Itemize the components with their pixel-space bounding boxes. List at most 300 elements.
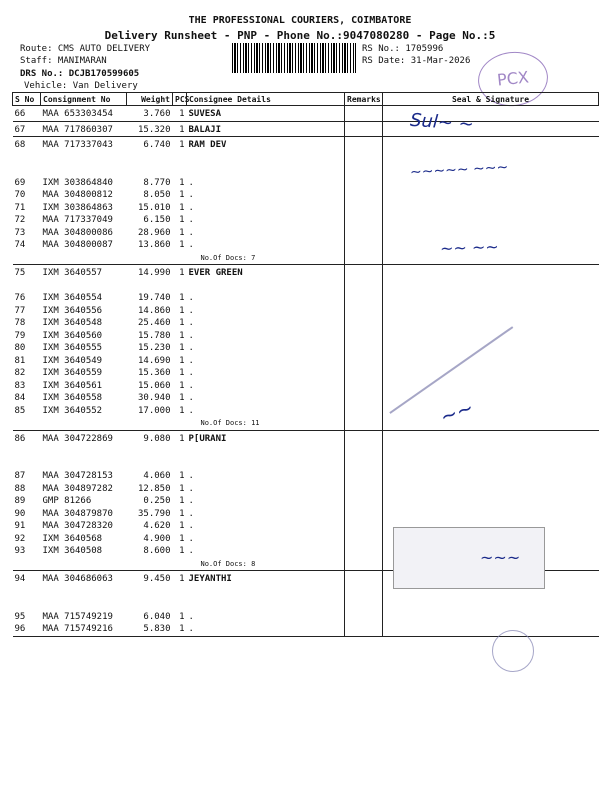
cell-sno: 73 [14, 227, 26, 238]
cell-sno: 86 [14, 433, 26, 444]
cell-consignee: . [188, 405, 194, 416]
cell-pcs: 1 [179, 305, 185, 316]
remarks-cell [345, 520, 383, 533]
cell-weight: 3.760 [127, 106, 173, 122]
seal-cell [383, 611, 599, 624]
pcx-stamp: PCX [475, 48, 550, 109]
remarks-cell [345, 611, 383, 624]
cell-pcs: 1 [179, 215, 185, 225]
cell-sno [13, 458, 41, 471]
remarks-cell [345, 330, 383, 343]
table-row [13, 292, 599, 305]
cell-consignment: MAA 304728320 [42, 521, 113, 531]
cell-consignment [41, 598, 127, 611]
cell-pcs [173, 458, 187, 471]
cell-pcs: 1 [179, 611, 185, 622]
cell-consignee: . [188, 215, 194, 225]
col-sno: S No [13, 93, 41, 106]
seal-cell [383, 470, 599, 483]
cell-consignee: . [188, 202, 194, 213]
cell-sno: 92 [14, 533, 26, 544]
cell-consignee: . [188, 177, 194, 188]
barcode [232, 43, 356, 73]
table-row [13, 239, 599, 252]
cell-sno: 95 [14, 611, 26, 622]
remarks-cell [345, 177, 383, 190]
cell-weight: 15.010 [137, 202, 171, 213]
cell-weight: 5.830 [127, 623, 173, 636]
cell-weight: 35.790 [137, 508, 171, 519]
cell-weight: 15.060 [137, 380, 171, 391]
rs-number: RS No.: 1705996 [362, 44, 444, 54]
cell-sno: 94 [14, 574, 26, 584]
cell-sno: 88 [14, 483, 26, 494]
cell-consignment: IXM 3640555 [42, 343, 103, 353]
remarks-cell [345, 586, 383, 599]
cell-consignee: . [188, 471, 194, 481]
cell-consignee: . [188, 393, 194, 403]
cell-weight: 25.460 [137, 318, 171, 328]
cell-consignee: . [188, 240, 194, 250]
cell-consignment: MAA 715749219 [42, 611, 113, 622]
cell-consignee: . [188, 483, 194, 494]
cell-weight [127, 152, 173, 165]
cell-consignee: . [188, 330, 194, 341]
cell-consignment: IXM 3640508 [42, 546, 103, 556]
cell-weight: 12.850 [137, 483, 171, 494]
cell-pcs: 1 [179, 496, 185, 506]
col-consignment: Consignment No [41, 93, 127, 106]
cell-weight: 0.250 [143, 496, 171, 506]
cell-sno: 66 [13, 106, 41, 122]
table-row [13, 280, 599, 293]
remarks-cell [345, 280, 383, 293]
docs-spacer [13, 558, 187, 571]
cell-weight [127, 445, 173, 458]
cell-consignee: . [188, 533, 194, 544]
table-row [13, 137, 599, 152]
table-row [13, 611, 599, 624]
cell-sno: 81 [14, 355, 26, 366]
signature-68: ~~ ~~ [439, 236, 500, 259]
table-row [13, 177, 599, 190]
cell-sno: 82 [14, 368, 26, 378]
cell-weight: 9.080 [143, 433, 171, 444]
signature-67: ~~~~~ ~~~ [409, 159, 509, 181]
cell-pcs: 1 [179, 202, 185, 213]
cell-consignee: EVER GREEN [188, 268, 243, 278]
cell-sno: 67 [13, 121, 41, 137]
cell-weight [127, 598, 173, 611]
remarks-cell [345, 380, 383, 393]
purani-stamp [393, 527, 545, 589]
cell-consignment: MAA 717337049 [42, 215, 113, 225]
route-info: Route: CMS AUTO DELIVERY [20, 44, 151, 54]
table-header [13, 93, 599, 106]
cell-consignment: MAA 304800086 [42, 227, 113, 238]
remarks-cell [345, 483, 383, 496]
cell-consignee: SUVESA [187, 106, 345, 122]
cell-consignee: . [188, 496, 194, 506]
cell-pcs: 1 [179, 268, 185, 278]
seal-cell [383, 280, 599, 293]
cell-consignment [41, 458, 127, 471]
cell-consignment: IXM 3640556 [42, 305, 103, 316]
cell-weight: 6.740 [143, 140, 171, 150]
cell-weight: 4.620 [143, 521, 171, 531]
cell-weight: 8.600 [143, 546, 171, 556]
table-row [13, 214, 599, 227]
remarks-cell [345, 152, 383, 165]
cell-sno: 83 [14, 380, 26, 391]
seal-cell [383, 623, 599, 636]
cell-consignment: MAA 653303454 [41, 106, 127, 122]
remarks-cell [345, 227, 383, 240]
cell-consignment: MAA 715749216 [41, 623, 127, 636]
remarks-cell [345, 121, 383, 137]
cell-consignee [187, 586, 345, 599]
cell-weight: 6.150 [143, 215, 171, 225]
cell-weight: 8.050 [143, 190, 171, 200]
cell-pcs: 1 [179, 190, 185, 200]
docs-count: No.Of Docs: 8 [187, 558, 345, 571]
remarks-cell [345, 495, 383, 508]
cell-consignment [41, 164, 127, 177]
seal-cell [383, 202, 599, 215]
remarks-cell [345, 545, 383, 558]
table-row [13, 121, 599, 137]
cell-sno: 93 [14, 546, 26, 556]
cell-weight: 15.320 [127, 121, 173, 137]
cell-consignee [187, 152, 345, 165]
cell-pcs: 1 [179, 177, 185, 188]
cell-consignment: MAA 304897282 [42, 483, 113, 494]
remarks-cell [345, 405, 383, 418]
remarks-cell [345, 558, 383, 571]
cell-consignee: . [188, 190, 194, 200]
col-consignee: Consignee Details [187, 93, 345, 106]
cell-pcs: 1 [179, 405, 185, 416]
remarks-cell [345, 252, 383, 265]
cell-consignee: . [188, 318, 194, 328]
cell-weight [127, 458, 173, 471]
cell-sno: 78 [14, 318, 26, 328]
cell-pcs: 1 [179, 521, 185, 531]
table-row [13, 598, 599, 611]
cell-pcs: 1 [179, 471, 185, 481]
remarks-cell [345, 214, 383, 227]
cell-consignment: MAA 717860307 [41, 121, 127, 137]
cell-sno: 80 [14, 343, 26, 353]
cell-sno: 79 [14, 330, 26, 341]
remarks-cell [345, 458, 383, 471]
seal-cell [383, 483, 599, 496]
remarks-cell [345, 571, 383, 586]
cell-consignee: . [188, 611, 194, 622]
cell-weight: 4.060 [143, 471, 171, 481]
cell-pcs: 1 [179, 227, 185, 238]
cell-weight: 8.770 [143, 177, 171, 188]
cell-weight: 14.990 [137, 268, 171, 278]
cell-sno: 96 [13, 623, 41, 636]
cell-pcs: 1 [173, 121, 187, 137]
cell-consignment: MAA 304879870 [42, 508, 113, 519]
table-row [13, 152, 599, 165]
seal-cell [383, 292, 599, 305]
cell-consignee: . [188, 305, 194, 316]
cell-sno: 84 [14, 393, 26, 403]
cell-pcs: 1 [179, 546, 185, 556]
cell-consignee: . [188, 546, 194, 556]
signature-66: Sul~ ~ [409, 109, 475, 136]
runsheet-subtitle: Delivery Runsheet - PNP - Phone No.:9047080280 - Page No.:5 [104, 29, 496, 42]
cell-consignee: . [188, 521, 194, 531]
cell-consignment: MAA 304800812 [42, 190, 113, 200]
cell-consignment: IXM 3640558 [42, 393, 103, 403]
cell-pcs [173, 445, 187, 458]
cell-consignment: MAA 717337043 [42, 140, 113, 150]
seal-cell [383, 495, 599, 508]
cell-pcs: 1 [179, 318, 185, 328]
cell-pcs [173, 280, 187, 293]
seal-cell [383, 317, 599, 330]
docs-count: No.Of Docs: 7 [187, 252, 345, 265]
cell-sno [13, 445, 41, 458]
cell-consignment [41, 445, 127, 458]
cell-consignee [187, 445, 345, 458]
table-row [13, 106, 599, 122]
cell-pcs: 1 [179, 533, 185, 544]
cell-sno: 70 [14, 190, 26, 200]
remarks-cell [345, 445, 383, 458]
cell-sno: 71 [14, 202, 26, 213]
cell-sno [13, 280, 41, 293]
cell-sno: 69 [14, 177, 26, 188]
cell-pcs: 1 [179, 393, 185, 403]
cell-weight: 15.360 [137, 368, 171, 378]
docs-count-row [13, 252, 599, 265]
seal-cell [383, 189, 599, 202]
cell-consignment: IXM 3640557 [42, 268, 103, 278]
cell-consignee: . [188, 508, 194, 519]
cell-sno: 90 [14, 508, 26, 519]
company-title: THE PROFESSIONAL COURIERS, COIMBATORE [188, 15, 412, 26]
cell-consignee: . [188, 380, 194, 391]
cell-weight [127, 586, 173, 599]
remarks-cell [345, 470, 383, 483]
cell-pcs: 1 [179, 380, 185, 391]
remarks-cell [345, 508, 383, 521]
seal-cell [383, 508, 599, 521]
cell-consignment: MAA 304686063 [42, 574, 113, 584]
seal-cell [383, 214, 599, 227]
cell-weight: 15.780 [137, 330, 171, 341]
cell-consignment: IXM 3640548 [42, 318, 103, 328]
col-pcs: PCS [173, 93, 187, 106]
cell-sno: 91 [14, 521, 26, 531]
cell-pcs: 1 [179, 368, 185, 378]
vehicle-info: Vehicle: Van Delivery [24, 81, 138, 91]
cell-pcs: 1 [179, 330, 185, 341]
table-row [13, 164, 599, 177]
table-row [13, 483, 599, 496]
cell-consignment: MAA 304728153 [42, 471, 113, 481]
cell-consignee [187, 458, 345, 471]
cell-sno: 72 [14, 215, 26, 225]
cell-weight: 17.000 [137, 405, 171, 416]
cell-pcs: 1 [179, 343, 185, 353]
table-row [13, 470, 599, 483]
table-row [13, 305, 599, 318]
cell-consignment: GMP 81266 [42, 496, 92, 506]
table-row [13, 458, 599, 471]
cell-sno [13, 598, 41, 611]
table-row [13, 189, 599, 202]
remarks-cell [345, 292, 383, 305]
cell-consignment [41, 586, 127, 599]
cell-pcs [173, 152, 187, 165]
cell-sno: 85 [14, 405, 26, 416]
cell-pcs [173, 164, 187, 177]
cell-weight: 6.040 [143, 611, 171, 622]
cell-consignee: . [188, 368, 194, 378]
docs-count: No.Of Docs: 11 [187, 417, 345, 430]
cell-consignment [41, 152, 127, 165]
cell-pcs: 1 [173, 623, 187, 636]
cell-pcs: 1 [179, 508, 185, 519]
signature-86: ~~~ [480, 548, 521, 567]
cell-pcs: 1 [173, 106, 187, 122]
cell-consignee: BALAJI [187, 121, 345, 137]
cell-pcs: 1 [179, 293, 185, 303]
table-row [13, 265, 599, 280]
cell-pcs [173, 598, 187, 611]
seal-cell [383, 305, 599, 318]
table-row [13, 227, 599, 240]
cell-consignment: IXM 3640561 [42, 380, 103, 391]
cell-pcs: 1 [179, 483, 185, 494]
col-weight: Weight [127, 93, 173, 106]
cell-consignment: IXM 303864863 [42, 202, 113, 213]
col-seal-signature: Seal & Signature [383, 93, 599, 106]
cell-sno: 68 [14, 140, 26, 150]
cell-consignee: . [187, 623, 345, 636]
cell-consignee [187, 598, 345, 611]
remarks-cell [345, 355, 383, 368]
cell-weight: 15.230 [137, 343, 171, 353]
cell-weight: 19.740 [137, 293, 171, 303]
cell-sno: 89 [14, 496, 26, 506]
remarks-cell [345, 164, 383, 177]
remarks-cell [345, 137, 383, 152]
table-row [13, 508, 599, 521]
cell-consignee: RAM DEV [188, 140, 227, 150]
cell-weight [127, 280, 173, 293]
cell-weight: 4.900 [143, 533, 171, 544]
cell-sno: 74 [14, 240, 26, 250]
cell-pcs: 1 [179, 140, 185, 150]
cell-consignment: IXM 3640554 [42, 293, 103, 303]
cell-consignee: . [188, 293, 194, 303]
remarks-cell [345, 430, 383, 445]
jeyanthi-stamp [492, 630, 534, 672]
cell-pcs [173, 586, 187, 599]
cell-sno: 77 [14, 305, 26, 316]
remarks-cell [345, 342, 383, 355]
remarks-cell [345, 239, 383, 252]
cell-sno [13, 152, 41, 165]
table-row [13, 495, 599, 508]
signature-75: ~~ [436, 394, 477, 430]
cell-consignee [187, 164, 345, 177]
remarks-cell [345, 265, 383, 280]
docs-spacer [13, 417, 187, 430]
cell-consignment: MAA 304722869 [42, 433, 113, 444]
cell-pcs: 1 [179, 355, 185, 366]
drs-number: DRS No.: DCJB170599605 [20, 69, 140, 79]
cell-consignee: JEYANTHI [188, 574, 232, 584]
table-row [13, 202, 599, 215]
remarks-cell [345, 367, 383, 380]
cell-consignment: IXM 3640568 [42, 533, 103, 544]
cell-sno [13, 164, 41, 177]
cell-consignee: . [188, 355, 194, 366]
cell-weight: 28.960 [137, 227, 171, 238]
cell-pcs: 1 [179, 574, 185, 584]
remarks-cell [345, 392, 383, 405]
col-remarks: Remarks [345, 93, 383, 106]
docs-spacer [13, 252, 187, 265]
cell-sno [13, 586, 41, 599]
remarks-cell [345, 317, 383, 330]
cell-consignment: IXM 3640552 [42, 405, 103, 416]
remarks-cell [345, 533, 383, 546]
rs-date: RS Date: 31-Mar-2026 [362, 56, 471, 66]
cell-consignee: P[URANI [188, 433, 227, 444]
cell-sno: 76 [14, 293, 26, 303]
cell-pcs: 1 [179, 433, 185, 444]
cell-consignment: IXM 3640549 [42, 355, 103, 366]
cell-consignment: IXM 3640560 [42, 330, 103, 341]
remarks-cell [345, 202, 383, 215]
cell-weight [127, 164, 173, 177]
remarks-cell [345, 598, 383, 611]
remarks-cell [345, 623, 383, 636]
cell-sno: 75 [14, 268, 26, 278]
seal-cell [383, 598, 599, 611]
cell-weight: 13.860 [137, 240, 171, 250]
cell-consignment: IXM 303864840 [42, 177, 113, 188]
cell-consignee: . [188, 227, 194, 238]
seal-cell [383, 265, 599, 280]
cell-consignee: . [188, 343, 194, 353]
cell-consignment: IXM 3640559 [42, 368, 103, 378]
remarks-cell [345, 417, 383, 430]
cell-pcs: 1 [179, 240, 185, 250]
remarks-cell [345, 106, 383, 122]
cell-consignment [41, 280, 127, 293]
staff-info: Staff: MANIMARAN [20, 56, 107, 66]
cell-sno: 87 [14, 471, 26, 481]
remarks-cell [345, 305, 383, 318]
cell-weight: 9.450 [143, 574, 171, 584]
remarks-cell [345, 189, 383, 202]
seal-cell [383, 137, 599, 152]
cell-weight: 30.940 [137, 393, 171, 403]
cell-consignment: MAA 304800087 [42, 240, 113, 250]
cell-weight: 14.690 [137, 355, 171, 366]
cell-consignee [187, 280, 345, 293]
